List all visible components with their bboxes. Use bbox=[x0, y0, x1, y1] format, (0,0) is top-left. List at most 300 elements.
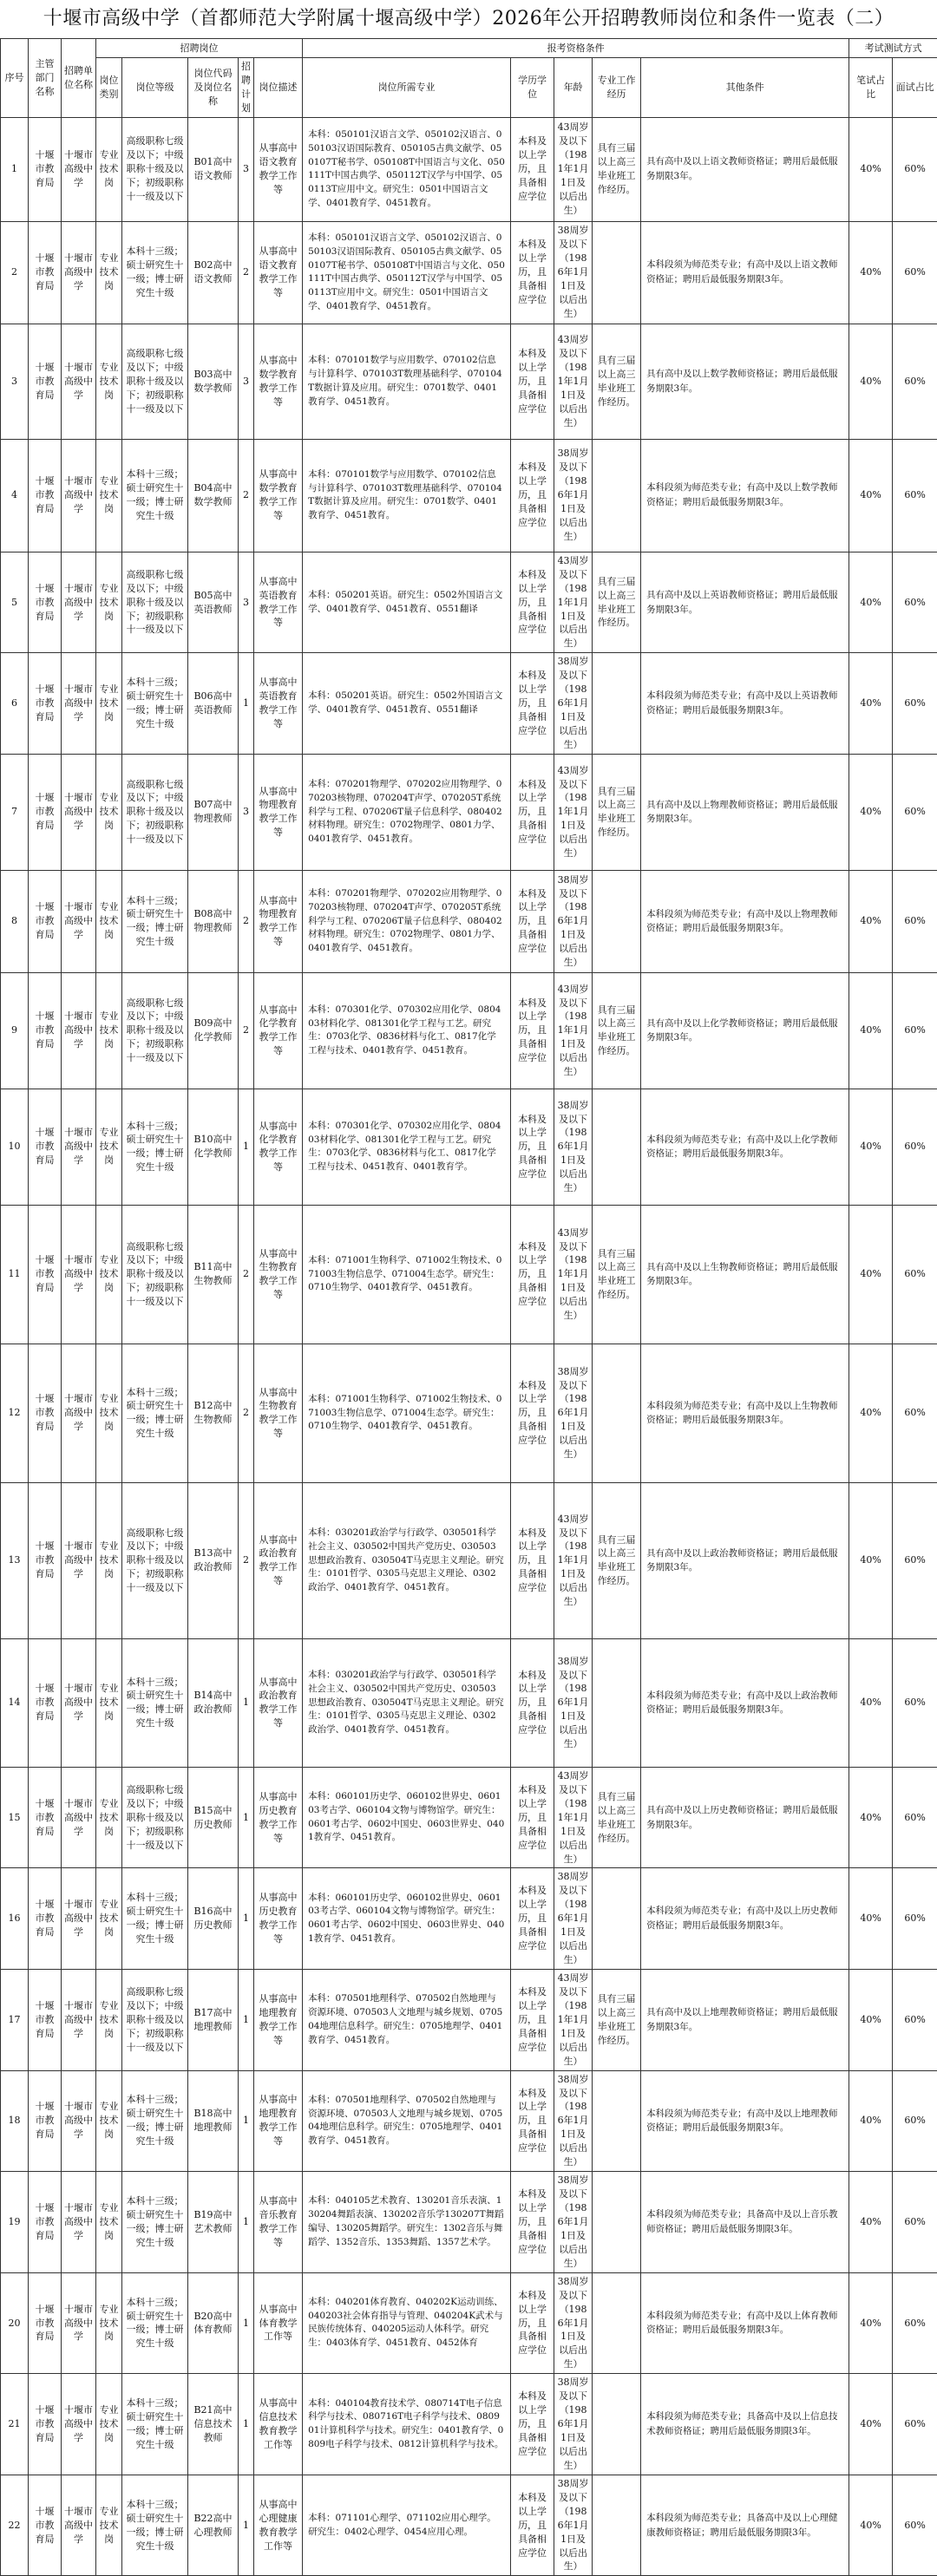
cell-desc: 从事高中数学教育教学工作等 bbox=[254, 324, 303, 439]
cell-desc: 从事高中历史教育教学工作等 bbox=[254, 1767, 303, 1868]
cell-other: 具有高中及以上语文教师资格证；聘用后最低服务期限3年。 bbox=[641, 117, 849, 221]
table-row bbox=[1, 324, 937, 439]
cell-age: 38周岁及以下（1986年1月1日及以后出生） bbox=[554, 439, 593, 552]
cell-unit: 十堰市高级中学 bbox=[62, 1970, 96, 2071]
cell-interview: 60% bbox=[893, 439, 937, 552]
cell-desc: 从事高中物理教育教学工作等 bbox=[254, 870, 303, 972]
cell-other: 本科段须为师范类专业；具备高中及以上心理健康教师资格证；聘用后最低服务期限3年。 bbox=[641, 2475, 849, 2576]
cell-plan: 1 bbox=[239, 2475, 254, 2576]
cell-written: 40% bbox=[849, 1638, 893, 1767]
cell-desc: 从事高中语文教育教学工作等 bbox=[254, 221, 303, 324]
cell-post-type: 专业技术岗 bbox=[96, 117, 122, 221]
cell-exp: 具有三届以上高三毕业班工作经历。 bbox=[593, 552, 641, 653]
cell-dept: 十堰市教育局 bbox=[29, 653, 62, 755]
cell-plan: 1 bbox=[239, 1970, 254, 2071]
cell-major: 本科：050201英语。研究生：0502外国语言文学、0401教育学、0451教育、0551翻译 bbox=[303, 552, 511, 653]
cell-major: 本科：070201物理学、070202应用物理学、070203核物理、070204T声学、070205T系统科学与工程、070206T量子信息科学、080402材料物理。研究生：0702物理学、0801力学、0401教育学、0451教育。 bbox=[303, 754, 511, 870]
table-row bbox=[1, 221, 937, 324]
cell-unit: 十堰市高级中学 bbox=[62, 2272, 96, 2374]
cell-post-type: 专业技术岗 bbox=[96, 324, 122, 439]
cell-interview: 60% bbox=[893, 2475, 937, 2576]
cell-post-type: 专业技术岗 bbox=[96, 1868, 122, 1970]
cell-degree: 本科及以上学历，且具备相应学位 bbox=[511, 754, 554, 870]
cell-post-level: 本科十三级；硕士研究生十一级；博士研究生十级 bbox=[122, 439, 188, 552]
cell-written: 40% bbox=[849, 2272, 893, 2374]
cell-seq: 10 bbox=[1, 1089, 29, 1205]
cell-other: 具有高中及以上地理教师资格证；聘用后最低服务期限3年。 bbox=[641, 1970, 849, 2071]
cell-unit: 十堰市高级中学 bbox=[62, 653, 96, 755]
cell-post-level: 本科十三级；硕士研究生十一级；博士研究生十级 bbox=[122, 1344, 188, 1482]
table-row bbox=[1, 2070, 937, 2172]
cell-post-level: 高级职称七级及以下；中级职称十级及以下；初级职称十一级及以下 bbox=[122, 754, 188, 870]
cell-age: 38周岁及以下（1986年1月1日及以后出生） bbox=[554, 1089, 593, 1205]
cell-dept: 十堰市教育局 bbox=[29, 2070, 62, 2172]
cell-degree: 本科及以上学历，且具备相应学位 bbox=[511, 552, 554, 653]
cell-post-code: B06高中英语教师 bbox=[188, 653, 239, 755]
cell-written: 40% bbox=[849, 972, 893, 1089]
table-row bbox=[1, 1482, 937, 1638]
table-row bbox=[1, 552, 937, 653]
cell-post-type: 专业技术岗 bbox=[96, 2070, 122, 2172]
cell-other: 本科段须为师范类专业；有高中及以上政治教师资格证；聘用后最低服务期限3年。 bbox=[641, 1638, 849, 1767]
cell-post-type: 专业技术岗 bbox=[96, 1767, 122, 1868]
cell-written: 40% bbox=[849, 754, 893, 870]
header-post-code: 岗位代码及岗位名称 bbox=[188, 58, 239, 118]
cell-seq: 3 bbox=[1, 324, 29, 439]
cell-exp bbox=[593, 1868, 641, 1970]
cell-major: 本科：071001生物科学、071002生物技术、071003生物信息学、071004生态学。研究生：0710生物学、0401教育学、0451教育。 bbox=[303, 1344, 511, 1482]
cell-interview: 60% bbox=[893, 552, 937, 653]
header-post-group: 招聘岗位 bbox=[96, 39, 303, 58]
cell-unit: 十堰市高级中学 bbox=[62, 2475, 96, 2576]
header-qual-group: 报考资格条件 bbox=[303, 39, 849, 58]
cell-exp bbox=[593, 221, 641, 324]
cell-exp bbox=[593, 2272, 641, 2374]
cell-post-type: 专业技术岗 bbox=[96, 2374, 122, 2475]
cell-degree: 本科及以上学历，且具备相应学位 bbox=[511, 1482, 554, 1638]
cell-post-level: 本科十三级；硕士研究生十一级；博士研究生十级 bbox=[122, 653, 188, 755]
cell-interview: 60% bbox=[893, 324, 937, 439]
cell-desc: 从事高中政治教育教学工作等 bbox=[254, 1638, 303, 1767]
cell-seq: 19 bbox=[1, 2172, 29, 2273]
cell-plan: 3 bbox=[239, 117, 254, 221]
cell-age: 43周岁及以下（1981年1月1日及以后出生） bbox=[554, 1205, 593, 1344]
cell-plan: 1 bbox=[239, 1638, 254, 1767]
cell-major: 本科：050201英语。研究生：0502外国语言文学、0401教育学、0451教育、0551翻译 bbox=[303, 653, 511, 755]
table-row bbox=[1, 972, 937, 1089]
cell-exp bbox=[593, 439, 641, 552]
cell-age: 38周岁及以下（1986年1月1日及以后出生） bbox=[554, 1868, 593, 1970]
cell-post-code: B02高中语文教师 bbox=[188, 221, 239, 324]
cell-seq: 18 bbox=[1, 2070, 29, 2172]
cell-desc: 从事高中化学教育教学工作等 bbox=[254, 972, 303, 1089]
cell-other: 本科段须为师范类专业；有高中及以上数学教师资格证；聘用后最低服务期限3年。 bbox=[641, 439, 849, 552]
cell-plan: 3 bbox=[239, 754, 254, 870]
cell-exp bbox=[593, 2475, 641, 2576]
recruitment-table bbox=[0, 38, 937, 2576]
table-row bbox=[1, 1344, 937, 1482]
cell-other: 本科段须为师范类专业；有高中及以上地理教师资格证；聘用后最低服务期限3年。 bbox=[641, 2070, 849, 2172]
cell-post-type: 专业技术岗 bbox=[96, 653, 122, 755]
cell-major: 本科：040201体育教育、040202K运动训练、040203社会体育指导与管理、040204K武术与民族传统体育、040205运动人体科学。研究生：0403体育学、0451教育、0452体育 bbox=[303, 2272, 511, 2374]
cell-seq: 9 bbox=[1, 972, 29, 1089]
cell-major: 本科：070501地理科学、070502自然地理与资源环境、070503人文地理与城乡规划、070504地理信息科学。研究生：0705地理学、0401教育学、0451教育。 bbox=[303, 1970, 511, 2071]
cell-seq: 12 bbox=[1, 1344, 29, 1482]
cell-desc: 从事高中信息技术教育教学工作等 bbox=[254, 2374, 303, 2475]
cell-major: 本科：070101数学与应用数学、070102信息与计算科学、070103T数理基础科学、070104T数据计算及应用。研究生：0701数学、0401教育学、0451教育。 bbox=[303, 439, 511, 552]
cell-interview: 60% bbox=[893, 1089, 937, 1205]
cell-major: 本科：070301化学、070302应用化学、080403材料化学、081301化学工程与工艺。研究生：0703化学、0836材料与化工、0817化学工程与技术、0401教育学、0451教育。 bbox=[303, 972, 511, 1089]
cell-written: 40% bbox=[849, 1767, 893, 1868]
cell-dept: 十堰市教育局 bbox=[29, 754, 62, 870]
cell-post-code: B14高中政治教师 bbox=[188, 1638, 239, 1767]
cell-unit: 十堰市高级中学 bbox=[62, 1205, 96, 1344]
cell-seq: 20 bbox=[1, 2272, 29, 2374]
cell-post-level: 本科十三级；硕士研究生十一级；博士研究生十级 bbox=[122, 870, 188, 972]
cell-major: 本科：071101心理学、071102应用心理学。研究生：0402心理学、0454应用心理。 bbox=[303, 2475, 511, 2576]
header-post-type: 岗位类别 bbox=[96, 58, 122, 118]
cell-exp: 具有三届以上高三毕业班工作经历。 bbox=[593, 972, 641, 1089]
cell-degree: 本科及以上学历，且具备相应学位 bbox=[511, 653, 554, 755]
cell-unit: 十堰市高级中学 bbox=[62, 2070, 96, 2172]
cell-unit: 十堰市高级中学 bbox=[62, 754, 96, 870]
cell-age: 38周岁及以下（1986年1月1日及以后出生） bbox=[554, 653, 593, 755]
cell-post-code: B19高中艺术教师 bbox=[188, 2172, 239, 2273]
cell-other: 具有高中及以上化学教师资格证；聘用后最低服务期限3年。 bbox=[641, 972, 849, 1089]
cell-post-level: 高级职称七级及以下；中级职称十级及以下；初级职称十一级及以下 bbox=[122, 324, 188, 439]
cell-post-code: B01高中语文教师 bbox=[188, 117, 239, 221]
header-desc: 岗位描述 bbox=[254, 58, 303, 118]
cell-plan: 1 bbox=[239, 2172, 254, 2273]
cell-unit: 十堰市高级中学 bbox=[62, 972, 96, 1089]
cell-seq: 2 bbox=[1, 221, 29, 324]
cell-post-code: B09高中化学教师 bbox=[188, 972, 239, 1089]
cell-post-code: B10高中化学教师 bbox=[188, 1089, 239, 1205]
cell-plan: 1 bbox=[239, 2374, 254, 2475]
cell-unit: 十堰市高级中学 bbox=[62, 1089, 96, 1205]
cell-degree: 本科及以上学历，且具备相应学位 bbox=[511, 2172, 554, 2273]
cell-unit: 十堰市高级中学 bbox=[62, 221, 96, 324]
cell-major: 本科：060101历史学、060102世界史、060103考古学、060104文物与博物馆学。研究生：0601考古学、0602中国史、0603世界史、0401教育学、0451教育。 bbox=[303, 1767, 511, 1868]
cell-post-type: 专业技术岗 bbox=[96, 221, 122, 324]
cell-seq: 15 bbox=[1, 1767, 29, 1868]
cell-post-code: B16高中历史教师 bbox=[188, 1868, 239, 1970]
cell-degree: 本科及以上学历，且具备相应学位 bbox=[511, 1344, 554, 1482]
cell-written: 40% bbox=[849, 2475, 893, 2576]
cell-post-code: B05高中英语教师 bbox=[188, 552, 239, 653]
cell-degree: 本科及以上学历，且具备相应学位 bbox=[511, 1868, 554, 1970]
cell-unit: 十堰市高级中学 bbox=[62, 1767, 96, 1868]
cell-post-level: 高级职称七级及以下；中级职称十级及以下；初级职称十一级及以下 bbox=[122, 1970, 188, 2071]
header-plan: 招聘计划 bbox=[239, 58, 254, 118]
cell-exp bbox=[593, 870, 641, 972]
cell-post-level: 高级职称七级及以下；中级职称十级及以下；初级职称十一级及以下 bbox=[122, 552, 188, 653]
cell-other: 具有高中及以上政治教师资格证；聘用后最低服务期限3年。 bbox=[641, 1482, 849, 1638]
cell-post-code: B21高中信息技术教师 bbox=[188, 2374, 239, 2475]
cell-written: 40% bbox=[849, 870, 893, 972]
cell-post-type: 专业技术岗 bbox=[96, 439, 122, 552]
cell-interview: 60% bbox=[893, 117, 937, 221]
cell-exp: 具有三届以上高三毕业班工作经历。 bbox=[593, 117, 641, 221]
cell-exp bbox=[593, 1638, 641, 1767]
table-row bbox=[1, 870, 937, 972]
table-row bbox=[1, 439, 937, 552]
table-row bbox=[1, 1205, 937, 1344]
header-written: 笔试占比 bbox=[849, 58, 893, 118]
cell-degree: 本科及以上学历，且具备相应学位 bbox=[511, 1767, 554, 1868]
cell-seq: 21 bbox=[1, 2374, 29, 2475]
cell-post-code: B08高中物理教师 bbox=[188, 870, 239, 972]
cell-post-type: 专业技术岗 bbox=[96, 2475, 122, 2576]
cell-plan: 3 bbox=[239, 324, 254, 439]
cell-post-type: 专业技术岗 bbox=[96, 552, 122, 653]
header-exp: 专业工作经历 bbox=[593, 58, 641, 118]
cell-post-type: 专业技术岗 bbox=[96, 1482, 122, 1638]
table-row bbox=[1, 2272, 937, 2374]
cell-unit: 十堰市高级中学 bbox=[62, 2172, 96, 2273]
cell-unit: 十堰市高级中学 bbox=[62, 870, 96, 972]
cell-unit: 十堰市高级中学 bbox=[62, 439, 96, 552]
cell-age: 43周岁及以下（1981年1月1日及以后出生） bbox=[554, 972, 593, 1089]
cell-major: 本科：070201物理学、070202应用物理学、070203核物理、070204T声学、070205T系统科学与工程、070206T量子信息科学、080402材料物理。研究生：0702物理学、0801力学、0401教育学、0451教育。 bbox=[303, 870, 511, 972]
cell-exp bbox=[593, 1089, 641, 1205]
cell-post-type: 专业技术岗 bbox=[96, 1344, 122, 1482]
cell-plan: 2 bbox=[239, 439, 254, 552]
cell-written: 40% bbox=[849, 1970, 893, 2071]
cell-major: 本科：040104教育技术学、080714T电子信息科学与技术、080716T电子科学与技术、080901计算机科学与技术。研究生：0401教育学、0809电子科学与技术、0812计算机科学与技术。 bbox=[303, 2374, 511, 2475]
cell-dept: 十堰市教育局 bbox=[29, 221, 62, 324]
cell-major: 本科：060101历史学、060102世界史、060103考古学、060104文物与博物馆学。研究生：0601考古学、0602中国史、0603世界史、0401教育学、0451教育。 bbox=[303, 1868, 511, 1970]
cell-age: 43周岁及以下（1981年1月1日及以后出生） bbox=[554, 117, 593, 221]
cell-interview: 60% bbox=[893, 1344, 937, 1482]
cell-plan: 1 bbox=[239, 1089, 254, 1205]
cell-age: 38周岁及以下（1986年1月1日及以后出生） bbox=[554, 1638, 593, 1767]
cell-other: 本科段须为师范类专业；具备高中及以上音乐教师资格证；聘用后最低服务期限3年。 bbox=[641, 2172, 849, 2273]
cell-written: 40% bbox=[849, 439, 893, 552]
cell-desc: 从事高中生物教育教学工作等 bbox=[254, 1205, 303, 1344]
cell-interview: 60% bbox=[893, 1205, 937, 1344]
cell-unit: 十堰市高级中学 bbox=[62, 1482, 96, 1638]
cell-degree: 本科及以上学历，且具备相应学位 bbox=[511, 117, 554, 221]
cell-post-type: 专业技术岗 bbox=[96, 2272, 122, 2374]
cell-degree: 本科及以上学历，且具备相应学位 bbox=[511, 1970, 554, 2071]
cell-desc: 从事高中语文教育教学工作等 bbox=[254, 117, 303, 221]
cell-interview: 60% bbox=[893, 870, 937, 972]
cell-age: 38周岁及以下（1986年1月1日及以后出生） bbox=[554, 2475, 593, 2576]
cell-major: 本科：050101汉语言文学、050102汉语言、050103汉语国际教育、050105古典文献学、050107T秘书学、050108T中国语言与文化、050111T中国古典学、050112T汉学与中国学、050113T应用中文。研究生：0501中国语言文学、0401教育学、0451教育。 bbox=[303, 221, 511, 324]
cell-unit: 十堰市高级中学 bbox=[62, 1638, 96, 1767]
cell-dept: 十堰市教育局 bbox=[29, 1970, 62, 2071]
cell-age: 38周岁及以下（1986年1月1日及以后出生） bbox=[554, 2374, 593, 2475]
cell-desc: 从事高中音乐教育教学工作等 bbox=[254, 2172, 303, 2273]
cell-post-level: 本科十三级；硕士研究生十一级；博士研究生十级 bbox=[122, 2374, 188, 2475]
cell-exp: 具有三届以上高三毕业班工作经历。 bbox=[593, 1205, 641, 1344]
cell-post-type: 专业技术岗 bbox=[96, 870, 122, 972]
table-row bbox=[1, 1089, 937, 1205]
cell-interview: 60% bbox=[893, 2272, 937, 2374]
table-row bbox=[1, 2172, 937, 2273]
cell-age: 38周岁及以下（1986年1月1日及以后出生） bbox=[554, 2172, 593, 2273]
cell-major: 本科：070501地理科学、070502自然地理与资源环境、070503人文地理与城乡规划、070504地理信息科学。研究生：0705地理学、0401教育学、0451教育。 bbox=[303, 2070, 511, 2172]
cell-post-level: 高级职称七级及以下；中级职称十级及以下；初级职称十一级及以下 bbox=[122, 1205, 188, 1344]
cell-age: 38周岁及以下（1986年1月1日及以后出生） bbox=[554, 2070, 593, 2172]
page-title: 十堰市高级中学（首都师范大学附属十堰高级中学）2026年公开招聘教师岗位和条件一览表（二） bbox=[0, 0, 937, 38]
cell-plan: 2 bbox=[239, 221, 254, 324]
cell-plan: 2 bbox=[239, 1344, 254, 1482]
cell-seq: 11 bbox=[1, 1205, 29, 1344]
cell-degree: 本科及以上学历，且具备相应学位 bbox=[511, 2070, 554, 2172]
cell-major: 本科：070301化学、070302应用化学、080403材料化学、081301化学工程与工艺。研究生：0703化学、0836材料与化工、0817化学工程与技术、0451教育、0401教育学。 bbox=[303, 1089, 511, 1205]
cell-seq: 16 bbox=[1, 1868, 29, 1970]
cell-unit: 十堰市高级中学 bbox=[62, 1868, 96, 1970]
cell-seq: 17 bbox=[1, 1970, 29, 2071]
cell-other: 本科段须为师范类专业；有高中及以上英语教师资格证；聘用后最低服务期限3年。 bbox=[641, 653, 849, 755]
cell-unit: 十堰市高级中学 bbox=[62, 2374, 96, 2475]
cell-age: 43周岁及以下（1981年1月1日及以后出生） bbox=[554, 552, 593, 653]
cell-seq: 14 bbox=[1, 1638, 29, 1767]
cell-dept: 十堰市教育局 bbox=[29, 870, 62, 972]
cell-post-code: B22高中心理教师 bbox=[188, 2475, 239, 2576]
cell-desc: 从事高中心理健康教育教学工作等 bbox=[254, 2475, 303, 2576]
cell-interview: 60% bbox=[893, 221, 937, 324]
cell-written: 40% bbox=[849, 1089, 893, 1205]
cell-post-code: B20高中体育教师 bbox=[188, 2272, 239, 2374]
cell-age: 43周岁及以下（1981年1月1日及以后出生） bbox=[554, 1482, 593, 1638]
cell-unit: 十堰市高级中学 bbox=[62, 117, 96, 221]
cell-written: 40% bbox=[849, 1344, 893, 1482]
header-interview: 面试占比 bbox=[893, 58, 937, 118]
cell-post-level: 本科十三级；硕士研究生十一级；博士研究生十级 bbox=[122, 1868, 188, 1970]
cell-desc: 从事高中生物教育教学工作等 bbox=[254, 1344, 303, 1482]
cell-post-level: 本科十三级；硕士研究生十一级；博士研究生十级 bbox=[122, 221, 188, 324]
cell-post-code: B07高中物理教师 bbox=[188, 754, 239, 870]
cell-plan: 1 bbox=[239, 1868, 254, 1970]
cell-seq: 6 bbox=[1, 653, 29, 755]
cell-post-type: 专业技术岗 bbox=[96, 754, 122, 870]
cell-degree: 本科及以上学历，且具备相应学位 bbox=[511, 870, 554, 972]
header-exam-group: 考试测试方式 bbox=[849, 39, 937, 58]
cell-desc: 从事高中政治教育教学工作等 bbox=[254, 1482, 303, 1638]
cell-unit: 十堰市高级中学 bbox=[62, 552, 96, 653]
cell-post-code: B03高中数学教师 bbox=[188, 324, 239, 439]
cell-post-level: 本科十三级；硕士研究生十一级；博士研究生十级 bbox=[122, 2475, 188, 2576]
cell-seq: 8 bbox=[1, 870, 29, 972]
cell-exp: 具有三届以上高三毕业班工作经历。 bbox=[593, 754, 641, 870]
cell-desc: 从事高中历史教育教学工作等 bbox=[254, 1868, 303, 1970]
cell-dept: 十堰市教育局 bbox=[29, 2172, 62, 2273]
cell-post-type: 专业技术岗 bbox=[96, 1089, 122, 1205]
table-row bbox=[1, 2374, 937, 2475]
cell-degree: 本科及以上学历，且具备相应学位 bbox=[511, 1638, 554, 1767]
cell-seq: 22 bbox=[1, 2475, 29, 2576]
cell-interview: 60% bbox=[893, 1767, 937, 1868]
cell-exp bbox=[593, 2070, 641, 2172]
cell-other: 具有高中及以上英语教师资格证；聘用后最低服务期限3年。 bbox=[641, 552, 849, 653]
table-row bbox=[1, 1767, 937, 1868]
cell-seq: 5 bbox=[1, 552, 29, 653]
cell-interview: 60% bbox=[893, 754, 937, 870]
cell-other: 本科段须为师范类专业；有高中及以上化学教师资格证；聘用后最低服务期限3年。 bbox=[641, 1089, 849, 1205]
cell-degree: 本科及以上学历，且具备相应学位 bbox=[511, 2272, 554, 2374]
header-other: 其他条件 bbox=[641, 58, 849, 118]
cell-post-level: 高级职称七级及以下；中级职称十级及以下；初级职称十一级及以下 bbox=[122, 1482, 188, 1638]
table-row bbox=[1, 1868, 937, 1970]
cell-desc: 从事高中英语教育教学工作等 bbox=[254, 653, 303, 755]
cell-age: 43周岁及以下（1981年1月1日及以后出生） bbox=[554, 754, 593, 870]
cell-exp bbox=[593, 2172, 641, 2273]
cell-major: 本科：070101数学与应用数学、070102信息与计算科学、070103T数理基础科学、070104T数据计算及应用。研究生：0701数学、0401教育学、0451教育。 bbox=[303, 324, 511, 439]
cell-desc: 从事高中化学教育教学工作等 bbox=[254, 1089, 303, 1205]
cell-dept: 十堰市教育局 bbox=[29, 972, 62, 1089]
cell-post-level: 高级职称七级及以下；中级职称十级及以下；初级职称十一级及以下 bbox=[122, 117, 188, 221]
cell-exp: 具有三届以上高三毕业班工作经历。 bbox=[593, 1767, 641, 1868]
cell-desc: 从事高中英语教育教学工作等 bbox=[254, 552, 303, 653]
cell-other: 具有高中及以上物理教师资格证；聘用后最低服务期限3年。 bbox=[641, 754, 849, 870]
cell-post-level: 高级职称七级及以下；中级职称十级及以下；初级职称十一级及以下 bbox=[122, 1767, 188, 1868]
cell-plan: 1 bbox=[239, 653, 254, 755]
cell-desc: 从事高中地理教育教学工作等 bbox=[254, 2070, 303, 2172]
cell-dept: 十堰市教育局 bbox=[29, 2374, 62, 2475]
cell-exp bbox=[593, 1344, 641, 1482]
table-row bbox=[1, 754, 937, 870]
cell-degree: 本科及以上学历，且具备相应学位 bbox=[511, 324, 554, 439]
cell-interview: 60% bbox=[893, 972, 937, 1089]
cell-age: 43周岁及以下（1981年1月1日及以后出生） bbox=[554, 1767, 593, 1868]
cell-major: 本科：050101汉语言文学、050102汉语言、050103汉语国际教育、050105古典文献学、050107T秘书学、050108T中国语言与文化、050111T中国古典学、050112T汉学与中国学、050113T应用中文。研究生：0501中国语言文学、0401教育学、0451教育。 bbox=[303, 117, 511, 221]
cell-age: 38周岁及以下（1986年1月1日及以后出生） bbox=[554, 221, 593, 324]
cell-age: 38周岁及以下（1986年1月1日及以后出生） bbox=[554, 1344, 593, 1482]
cell-post-type: 专业技术岗 bbox=[96, 1205, 122, 1344]
cell-post-code: B15高中历史教师 bbox=[188, 1767, 239, 1868]
table-row bbox=[1, 1970, 937, 2071]
cell-exp: 具有三届以上高三毕业班工作经历。 bbox=[593, 324, 641, 439]
cell-plan: 2 bbox=[239, 870, 254, 972]
cell-written: 40% bbox=[849, 221, 893, 324]
cell-exp bbox=[593, 653, 641, 755]
cell-post-code: B04高中数学教师 bbox=[188, 439, 239, 552]
cell-dept: 十堰市教育局 bbox=[29, 2475, 62, 2576]
cell-plan: 1 bbox=[239, 1767, 254, 1868]
cell-dept: 十堰市教育局 bbox=[29, 117, 62, 221]
cell-desc: 从事高中地理教育教学工作等 bbox=[254, 1970, 303, 2071]
cell-other: 本科段须为师范类专业；具备高中及以上信息技术教师资格证；聘用后最低服务期限3年。 bbox=[641, 2374, 849, 2475]
cell-seq: 4 bbox=[1, 439, 29, 552]
header-major: 岗位所需专业 bbox=[303, 58, 511, 118]
cell-post-type: 专业技术岗 bbox=[96, 1638, 122, 1767]
cell-other: 本科段须为师范类专业；有高中及以上生物教师资格证；聘用后最低服务期限3年。 bbox=[641, 1344, 849, 1482]
cell-post-level: 本科十三级；硕士研究生十一级；博士研究生十级 bbox=[122, 2172, 188, 2273]
cell-dept: 十堰市教育局 bbox=[29, 1482, 62, 1638]
cell-dept: 十堰市教育局 bbox=[29, 1767, 62, 1868]
cell-degree: 本科及以上学历，且具备相应学位 bbox=[511, 1089, 554, 1205]
cell-degree: 本科及以上学历，且具备相应学位 bbox=[511, 2475, 554, 2576]
cell-dept: 十堰市教育局 bbox=[29, 552, 62, 653]
cell-other: 本科段须为师范类专业；有高中及以上体育教师资格证；聘用后最低服务期限3年。 bbox=[641, 2272, 849, 2374]
cell-other: 具有高中及以上历史教师资格证；聘用后最低服务期限3年。 bbox=[641, 1767, 849, 1868]
cell-dept: 十堰市教育局 bbox=[29, 439, 62, 552]
cell-written: 40% bbox=[849, 2374, 893, 2475]
table-row bbox=[1, 1638, 937, 1767]
cell-written: 40% bbox=[849, 117, 893, 221]
cell-major: 本科：040105艺术教育、130201音乐表演、130204舞蹈表演、130202音乐学130207T舞蹈编导、130205舞蹈学。研究生：1302音乐与舞蹈学、1352音乐、1353舞蹈、1357艺术学。 bbox=[303, 2172, 511, 2273]
cell-unit: 十堰市高级中学 bbox=[62, 324, 96, 439]
cell-major: 本科：030201政治学与行政学、030501科学社会主义、030502中国共产党历史、030503思想政治教育、030504T马克思主义理论。研究生：0101哲学、0305马克思主义理论、0302政治学、0401教育学、0451教育。 bbox=[303, 1482, 511, 1638]
cell-age: 43周岁及以下（1981年1月1日及以后出生） bbox=[554, 1970, 593, 2071]
cell-written: 40% bbox=[849, 324, 893, 439]
header-dept: 主管部门名称 bbox=[29, 39, 62, 118]
cell-dept: 十堰市教育局 bbox=[29, 1089, 62, 1205]
cell-post-level: 本科十三级；硕士研究生十一级；博士研究生十级 bbox=[122, 2070, 188, 2172]
